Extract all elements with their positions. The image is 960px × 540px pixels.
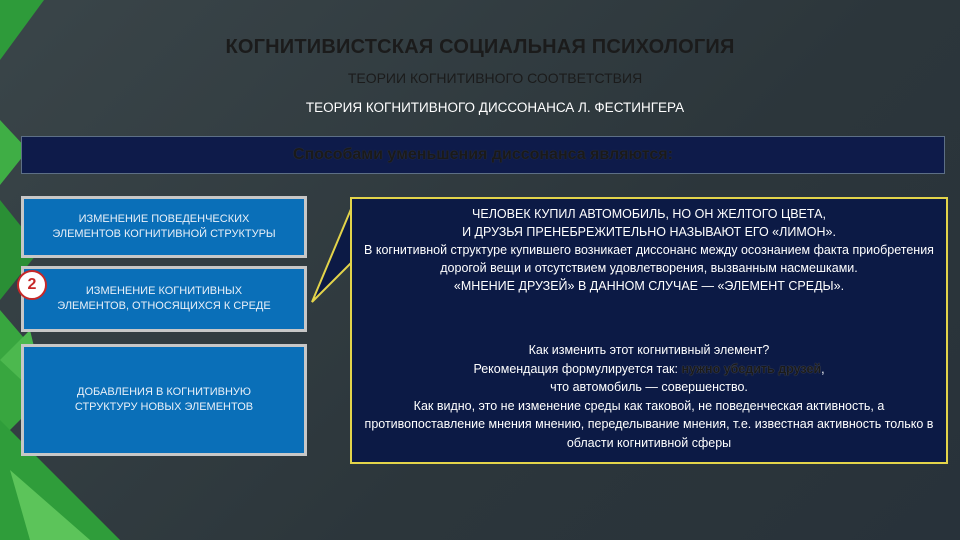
example-bottom-text: [356, 341, 942, 452]
example-panel: [350, 197, 948, 464]
example-question: Как изменить этот когнитивный элемент?: [528, 343, 770, 357]
method-box-behavioral: [21, 196, 307, 258]
rec-comma: ,: [821, 361, 825, 376]
slide-title: КОГНИТИВИСТСКАЯ СОЦИАЛЬНАЯ ПСИХОЛОГИЯ: [225, 36, 735, 58]
banner: [21, 136, 945, 174]
method-box-label: ИЗМЕНЕНИЕ КОГНИТИВНЫХ ЭЛЕМЕНТОВ, ОТНОСЯЩИХСЯ К СРЕДЕ: [57, 285, 271, 312]
example-recommendation: [356, 360, 942, 379]
badge-number: 2: [27, 276, 37, 293]
rec-highlight: нужно убедить друзей: [681, 361, 822, 376]
number-badge: [17, 270, 47, 300]
example-line: ЧЕЛОВЕК КУПИЛ АВТОМОБИЛЬ, НО ОН ЖЕЛТОГО ЦВЕТА,: [472, 207, 826, 221]
example-line: «МНЕНИЕ ДРУЗЕЙ» В ДАННОМ СЛУЧАЕ — «ЭЛЕМЕНТ СРЕДЫ».: [453, 279, 845, 293]
slide-subtitle: ТЕОРИИ КОГНИТИВНОГО СООТВЕТСТВИЯ: [347, 70, 643, 86]
example-line: И ДРУЗЬЯ ПРЕНЕБРЕЖИТЕЛЬНО НАЗЫВАЮТ ЕГО «ЛИМОН».: [462, 225, 836, 239]
method-box-new-elements: [21, 344, 307, 456]
method-box-label: ИЗМЕНЕНИЕ ПОВЕДЕНЧЕСКИХ ЭЛЕМЕНТОВ КОГНИТИВНОЙ СТРУКТУРЫ: [52, 213, 276, 240]
rec-prefix: Рекомендация формулируется так:: [473, 361, 679, 376]
banner-text: Способами уменьшения диссонанса являются:: [293, 146, 673, 163]
method-box-label: ДОБАВЛЕНИЯ В КОГНИТИВНУЮ СТРУКТУРУ НОВЫХ ЭЛЕМЕНТОВ: [74, 386, 254, 413]
example-conclusion: Как видно, это не изменение среды как таковой, не поведенческая активность, а противопоставление мнения мнению, переделывание мнения, т.е. известная активность только в области когнитивной сферы: [364, 398, 934, 450]
slide-subheading: ТЕОРИЯ КОГНИТИВНОГО ДИССОНАНСА Л. ФЕСТИНГЕРА: [305, 100, 685, 115]
example-top-text: [362, 205, 936, 295]
example-line: В когнитивной структуре купившего возникает диссонанс между осознанием факта приобретения дорогой вещи и отсутствием удовлетворения, вызванным насмешками.: [364, 243, 934, 275]
method-box-environment: [21, 266, 307, 332]
example-recommendation-end: что автомобиль — совершенство.: [550, 380, 748, 394]
